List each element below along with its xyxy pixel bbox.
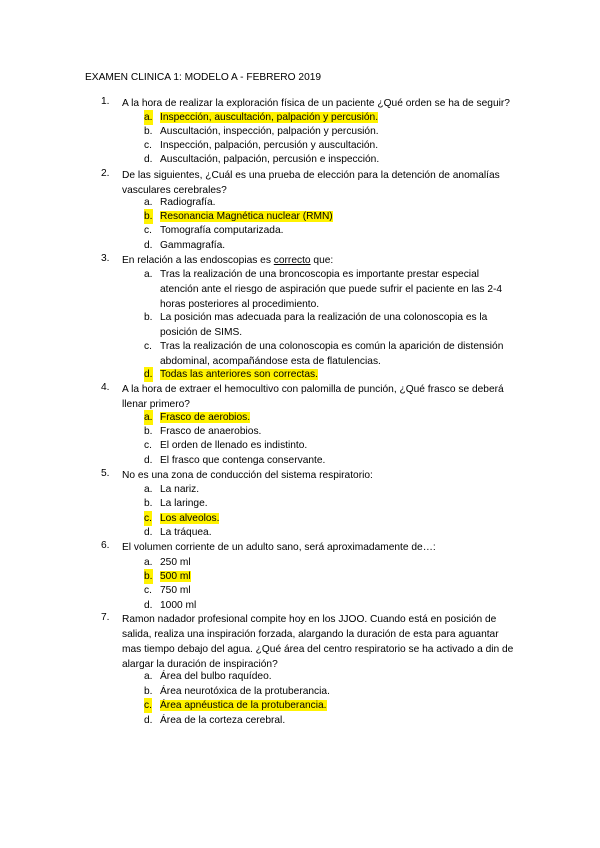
option-letter: b. bbox=[144, 498, 153, 509]
question-1-option-d bbox=[0, 152, 600, 167]
exam-title: EXAMEN CLINICA 1: MODELO A - FEBRERO 2019 bbox=[85, 72, 322, 83]
option-text: Frasco de aerobios. bbox=[160, 412, 251, 423]
question-3-option-c bbox=[0, 339, 600, 369]
question-2-option-b bbox=[0, 209, 600, 224]
question-text: En relación a las endoscopias es correcto que: bbox=[122, 255, 334, 266]
question-2-option-d bbox=[0, 238, 600, 253]
option-text: 750 ml bbox=[160, 585, 191, 596]
question-number: 7. bbox=[101, 612, 110, 623]
option-letter: a. bbox=[144, 557, 153, 568]
option-letter: d. bbox=[144, 369, 153, 380]
question-number: 6. bbox=[101, 540, 110, 551]
question-number: 3. bbox=[101, 253, 110, 264]
question-5-option-d bbox=[0, 525, 600, 540]
question-4-option-d bbox=[0, 453, 600, 468]
option-text: Tras la realización de una broncoscopia es importante prestar especial atención ante el riesgo de aspiración que puede sufrir el paciente en las 2-4 horas posteriores al procedimiento. bbox=[160, 269, 503, 310]
question-1-option-c bbox=[0, 138, 600, 153]
option-text: Todas las anteriores son correctas. bbox=[160, 369, 318, 380]
option-text: La posición mas adecuada para la realización de una colonoscopia es la posición de SIMS. bbox=[160, 312, 488, 338]
option-text: Radiografía. bbox=[160, 197, 216, 208]
option-letter: d. bbox=[144, 527, 153, 538]
question-text: De las siguientes, ¿Cuál es una prueba de elección para la detención de anomalías vasculares cerebrales? bbox=[122, 170, 500, 196]
option-letter: a. bbox=[144, 269, 153, 280]
underlined-word: correcto bbox=[273, 255, 311, 266]
question-text: A la hora de extraer el hemocultivo con palomilla de punción, ¿Qué frasco se deberá llenar primero? bbox=[122, 384, 504, 410]
question-5-option-a bbox=[0, 482, 600, 497]
option-text: Auscultación, palpación, percusión e inspección. bbox=[160, 154, 380, 165]
option-letter: b. bbox=[144, 126, 153, 137]
question-number: 5. bbox=[101, 468, 110, 479]
question-7-option-d bbox=[0, 713, 600, 728]
option-letter: b. bbox=[144, 426, 153, 437]
option-text: Tras la realización de una colonoscopia es común la aparición de distensión abdominal, acompañándose esta de flatulencias. bbox=[160, 341, 504, 367]
question-3-option-d bbox=[0, 367, 600, 382]
option-letter: c. bbox=[144, 225, 152, 236]
option-letter: a. bbox=[144, 671, 153, 682]
option-letter: d. bbox=[144, 715, 153, 726]
option-text: El orden de llenado es indistinto. bbox=[160, 440, 308, 451]
option-letter: a. bbox=[144, 197, 153, 208]
option-text: La nariz. bbox=[160, 484, 200, 495]
option-letter: c. bbox=[144, 341, 152, 352]
option-text: El frasco que contenga conservante. bbox=[160, 455, 326, 466]
option-letter: c. bbox=[144, 513, 152, 524]
question-text: A la hora de realizar la exploración física de un paciente ¿Qué orden se ha de seguir? bbox=[122, 98, 510, 109]
question-2-option-c bbox=[0, 223, 600, 238]
option-letter: d. bbox=[144, 154, 153, 165]
question-text: El volumen corriente de un adulto sano, será aproximadamente de…: bbox=[122, 542, 436, 553]
question-4-option-a bbox=[0, 410, 600, 425]
option-letter: d. bbox=[144, 600, 153, 611]
question-1-option-a bbox=[0, 110, 600, 125]
option-text: 1000 ml bbox=[160, 600, 197, 611]
option-text: Área apnéustica de la protuberancia. bbox=[160, 700, 327, 711]
option-letter: a. bbox=[144, 112, 153, 123]
question-number: 4. bbox=[101, 382, 110, 393]
option-letter: c. bbox=[144, 585, 152, 596]
option-text: Tomografía computarizada. bbox=[160, 225, 284, 236]
option-text: Frasco de anaerobios. bbox=[160, 426, 262, 437]
option-letter: b. bbox=[144, 312, 153, 323]
question-5-option-c bbox=[0, 511, 600, 526]
option-text: Área del bulbo raquídeo. bbox=[160, 671, 272, 682]
option-text: 500 ml bbox=[160, 571, 191, 582]
question-6-option-a bbox=[0, 555, 600, 570]
option-letter: b. bbox=[144, 686, 153, 697]
option-letter: a. bbox=[144, 484, 153, 495]
question-text: No es una zona de conducción del sistema respiratorio: bbox=[122, 470, 373, 481]
option-letter: b. bbox=[144, 211, 153, 222]
option-text: La tráquea. bbox=[160, 527, 212, 538]
question-4-option-b bbox=[0, 424, 600, 439]
option-text: Resonancia Magnética nuclear (RMN) bbox=[160, 211, 333, 222]
question-1-option-b bbox=[0, 124, 600, 139]
question-6-option-c bbox=[0, 583, 600, 598]
option-letter: c. bbox=[144, 440, 152, 451]
question-6-option-d bbox=[0, 598, 600, 613]
option-letter: c. bbox=[144, 700, 152, 711]
option-letter: a. bbox=[144, 412, 153, 423]
option-text: Los alveolos. bbox=[160, 513, 220, 524]
question-2-option-a bbox=[0, 195, 600, 210]
question-7-option-b bbox=[0, 684, 600, 699]
option-text: La laringe. bbox=[160, 498, 208, 509]
option-letter: d. bbox=[144, 455, 153, 466]
option-text: Área neurotóxica de la protuberancia. bbox=[160, 686, 330, 697]
question-7-option-c bbox=[0, 698, 600, 713]
question-number: 2. bbox=[101, 168, 110, 179]
question-3-option-b bbox=[0, 310, 600, 340]
question-text: Ramon nadador profesional compite hoy en los JJOO. Cuando está en posición de salida, realiza una inspiración forzada, alargando la duración de esta para aguantar mas tiempo debajo del agua. ¿Qué área del centro respiratorio se ha activado a din de alargar la duración de inspiración? bbox=[122, 614, 514, 670]
option-text: 250 ml bbox=[160, 557, 191, 568]
question-6-option-b bbox=[0, 569, 600, 584]
option-text: Auscultación, inspección, palpación y percusión. bbox=[160, 126, 379, 137]
question-4-option-c bbox=[0, 438, 600, 453]
question-3-option-a bbox=[0, 267, 600, 312]
question-5-option-b bbox=[0, 496, 600, 511]
question-number: 1. bbox=[101, 96, 110, 107]
option-text: Inspección, auscultación, palpación y percusión. bbox=[160, 112, 379, 123]
option-letter: c. bbox=[144, 140, 152, 151]
option-text: Área de la corteza cerebral. bbox=[160, 715, 286, 726]
question-7-option-a bbox=[0, 669, 600, 684]
option-letter: d. bbox=[144, 240, 153, 251]
option-letter: b. bbox=[144, 571, 153, 582]
option-text: Gammagrafía. bbox=[160, 240, 226, 251]
option-text: Inspección, palpación, percusión y auscultación. bbox=[160, 140, 379, 151]
